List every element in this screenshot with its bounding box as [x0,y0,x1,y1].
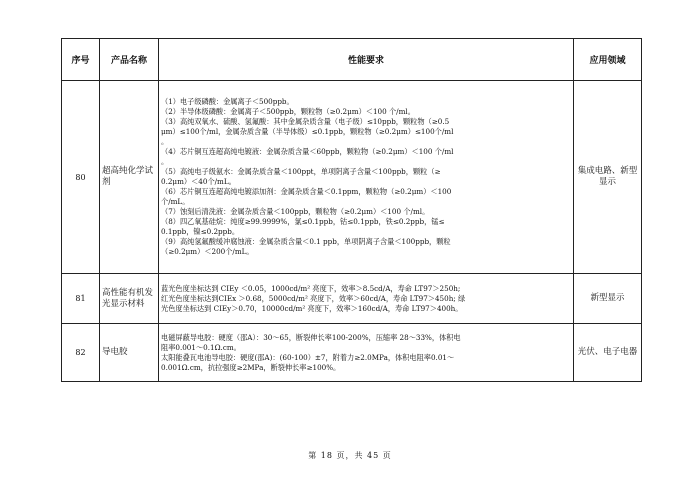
row-application-field: 集成电路、新型显示 [574,81,642,274]
row-serial-number: 81 [62,274,100,324]
row-product-name: 高性能有机发光显示材料 [100,274,159,324]
requirement-line: （1）电子级磷酸：金属离子＜500ppb。 [161,97,294,106]
requirement-line: 阻率0.001～0.1Ω.cm。 [161,342,241,352]
header-serial-number: 序号 [62,39,100,81]
requirement-line: 。 [161,137,169,146]
row-product-name: 超高纯化学试剂 [100,81,159,274]
requirement-line: 个/mL。 [161,197,190,206]
page-number-footer: 第 18 页，共 45 页 [308,451,392,460]
row-serial-number: 82 [62,324,100,382]
table-row [62,274,642,324]
requirement-line: 0.2μm）＜40个/mL。 [161,177,236,186]
row-serial-number: 80 [62,81,100,274]
requirement-line: 红光色度坐标达到CIEx ＞0.68，5000cd/m² 亮度下，效率＞60cd/A，寿命 LT97＞450h; 绿 [161,293,466,303]
requirement-line: （2）半导体级磷酸：金属离子＜500ppb，颗粒物（≥0.2μm）＜100 个/ml。 [161,107,415,116]
requirement-line: 0.1ppb，镍≤0.2ppb。 [161,227,240,236]
row-requirements [159,81,574,274]
requirement-line: 蓝光色度坐标达到 CIEy ＜0.05，1000cd/m² 亮度下，效率＞8.5cd/A，寿命 LT97＞250h; [161,283,461,293]
requirement-line: 。 [161,157,169,166]
requirement-line: 太阳能叠瓦电池导电胶：硬度(邵A)：(60-100）±7，附着力≥2.0MPa，体积电阻率0.01～ [161,352,455,362]
header-application-field: 应用领域 [574,39,642,81]
requirement-line: （7）蚀刻后清洗液：金属杂质含量＜100ppb，颗粒物（≥0.2μm）＜100 个/ml。 [161,207,430,216]
header-performance-requirements: 性能要求 [159,39,574,81]
requirement-line: （4）芯片铜互连超高纯电镀液：金属杂质含量＜60ppb，颗粒物（≥0.2μm）＜100 个/ml [161,147,454,156]
table-header-row [62,39,642,81]
product-spec-table [61,38,642,382]
requirement-line: （8）四乙氧基硅烷：纯度≥99.9999%，氯≤0.1ppb，钴≤0.1ppb，铁≤0.2ppb，锰≤ [161,217,445,226]
row-requirements [159,324,574,382]
requirement-line: μm）≤100个/ml，金属杂质含量（半导体级）≤0.1ppb，颗粒物（≥0.2μm）≤100个/ml [161,127,454,136]
requirement-line: 光色度坐标达到 CIEy＞0.70，10000cd/m² 亮度下，效率＞160cd/A，寿命 LT97＞400h。 [161,303,463,313]
row-requirements [159,274,574,324]
requirement-line: 0.001Ω.cm，抗拉强度≥2MPa，断裂伸长率≥100%。 [161,362,341,372]
row-product-name: 导电胶 [100,324,159,382]
header-product-name: 产品名称 [100,39,159,81]
requirement-line: （9）高纯氢氟酸缓冲腐蚀液：金属杂质含量＜0.1 ppb，单项阴离子含量＜100ppb，颗粒 [161,237,451,246]
requirement-line: （≥0.2μm）＜200个/mL。 [161,247,254,256]
table-row [62,324,642,382]
row-application-field: 新型显示 [574,274,642,324]
requirement-line: 电磁屏蔽导电胶：硬度（邵A）：30～65，断裂伸长率100-200%，压缩率 28～33%，体积电 [161,332,461,342]
requirement-line: （5）高纯电子级氨水：金属杂质含量＜100ppt，单项阴离子含量＜100ppb，颗粒（≥ [161,167,441,176]
table-row [62,81,642,274]
requirement-line: （3）高纯双氧水、硫酸、氢氟酸：其中金属杂质含量（电子级）≤10ppb，颗粒物（≥0.5 [161,117,450,126]
row-application-field: 光伏、电子电器 [574,324,642,382]
requirement-line: （6）芯片铜互连超高纯电镀添加剂：金属杂质含量＜0.1ppm，颗粒物（≥0.2μm）＜100 [161,187,452,196]
